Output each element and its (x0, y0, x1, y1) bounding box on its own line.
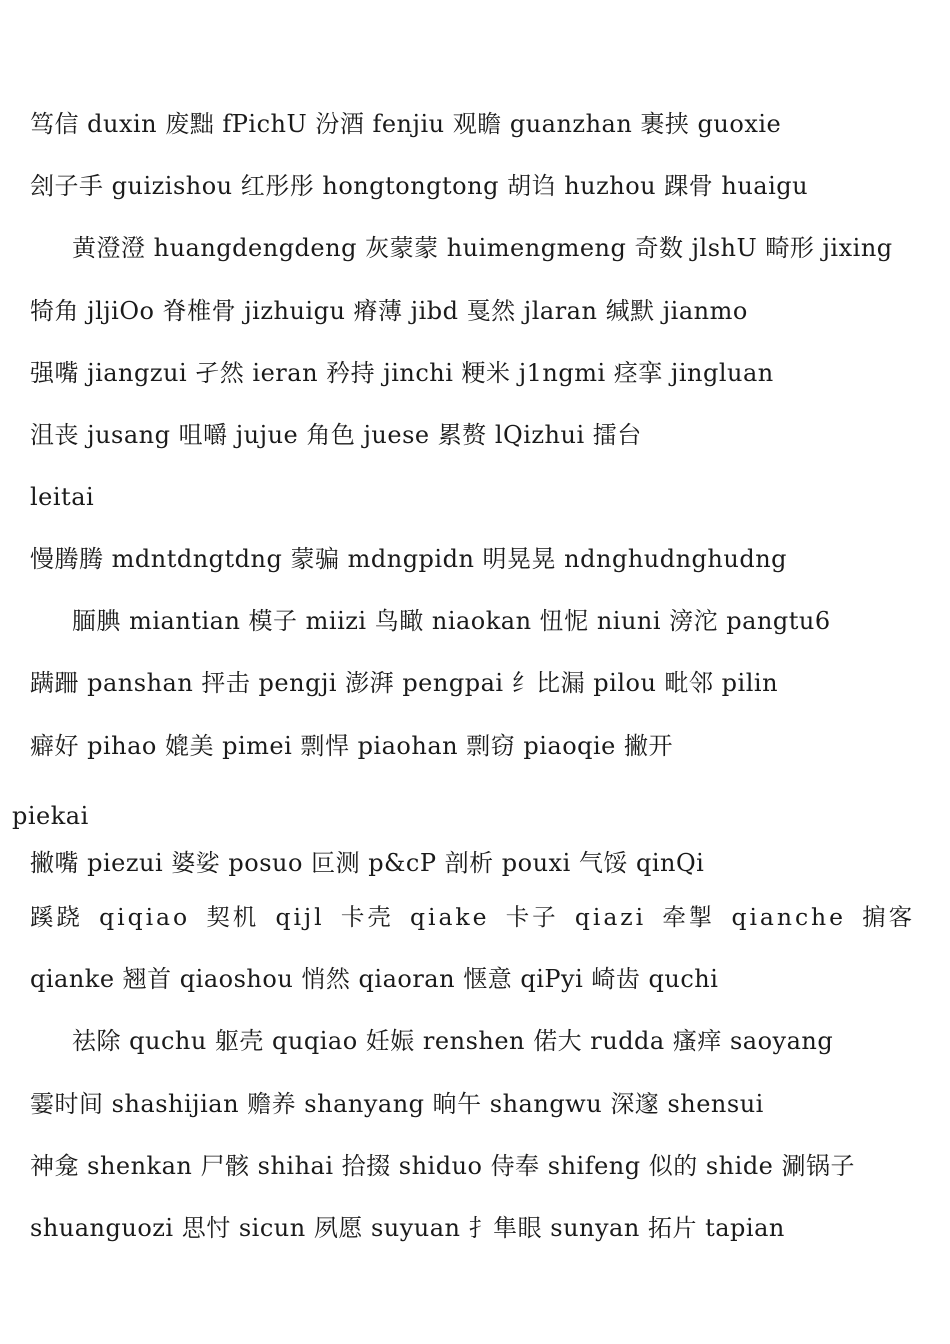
text-line-8: 慢腾腾 mdntdngtdng 蒙骗 mdngpidn 明晃晃 ndnghudnghudng (30, 545, 788, 573)
text-line-10: 蹒跚 panshan 抨击 pengji 澎湃 pengpai 纟比漏 pilou 毗邻 pilin (30, 669, 779, 697)
text-line-7: leitai (30, 483, 95, 511)
text-line-9: 腼腆 miantian 模子 miizi 鸟瞰 niaokan 忸怩 niuni 滂沱 pangtu6 (72, 607, 831, 635)
text-line-19: shuanguozi 思忖 sicun 夙愿 suyuan 扌隼眼 sunyan 拓片 tapian (30, 1214, 785, 1242)
text-line-15: qianke 翘首 qiaoshou 悄然 qiaoran 惬意 qiPyi 崎齿 quchi (30, 965, 719, 993)
text-line-12: piekai (12, 802, 89, 830)
text-line-18: 神龛 shenkan 尸骸 shihai 拾掇 shiduo 侍奉 shifeng 似的 shide 涮锅子 (30, 1152, 856, 1180)
text-line-6: 沮丧 jusang 咀嚼 jujue 角色 juese 累赘 lQizhui 擂台 (30, 421, 642, 449)
text-line-3: 黄澄澄 huangdengdeng 灰蒙蒙 huimengmeng 奇数 jlshU 畸形 jixing (72, 234, 893, 262)
text-line-5: 强嘴 jiangzui 孑然 ieran 矜持 jinchi 粳米 j1ngmi 痉挛 jingluan (30, 359, 774, 387)
text-line-11: 癖好 pihao 媲美 pimei 剽悍 piaohan 剽窃 piaoqie 撇开 (30, 732, 674, 760)
text-line-13: 撇嘴 piezui 婆娑 posuo 叵测 p&cP 剖析 pouxi 气馁 qinQi (30, 849, 705, 877)
text-line-14: 蹊跷 qiqiao 契机 qijl 卡壳 qiake 卡子 qiazi 牵掣 qianche 掮客 (30, 903, 916, 931)
text-line-2: 刽子手 guizishou 红彤彤 hongtongtong 胡诌 huzhou 踝骨 huaigu (30, 172, 809, 200)
text-line-17: 霎时间 shashijian 赡养 shanyang 晌午 shangwu 深邃 shensui (30, 1090, 764, 1118)
text-line-4: 犄角 jljiOo 脊椎骨 jizhuigu 瘠薄 jibd 戛然 jlaran 缄默 jianmo (30, 297, 748, 325)
text-line-16: 祛除 quchu 躯壳 quqiao 妊娠 renshen 偌大 rudda 瘙痒 saoyang (72, 1027, 834, 1055)
text-line-1: 笃信 duxin 废黜 fPichU 汾酒 fenjiu 观瞻 guanzhan 裹挟 guoxie (30, 110, 782, 138)
